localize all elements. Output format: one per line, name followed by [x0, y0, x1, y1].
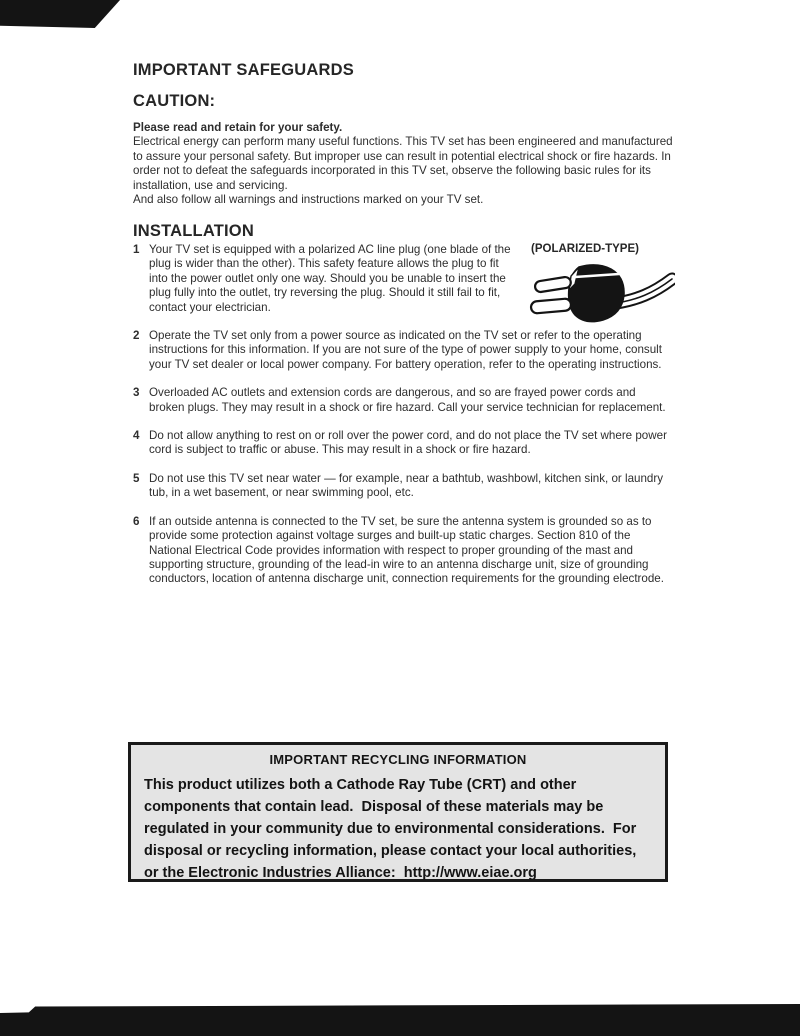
item-text: If an outside antenna is connected to the TV set, be sure the antenna system is grounded so as to provide some protection against voltage surges and built-up static charges. Section 810 of the National Electrical Code provides information with respect to proper grounding of the mast and supporting structure, grounding of the lead-in wire to an antenna discharge unit, size of grounding conductors, location of antenna discharge unit, connection requirements for the grounding electrode.: [149, 514, 664, 586]
item-text: Operate the TV set only from a power source as indicated on the TV set or refer to the operating instructions for this information. If you are not sure of the type of power supply to your home, consult your TV set dealer or local power company. For battery operation, refer to the operating instructions.: [149, 329, 662, 371]
item-text: Your TV set is equipped with a polarized AC line plug (one blade of the plug is wider than the other). This safety feature allows the plug to fit into the power outlet only one way. Should you be unable to insert the plug fully into the outlet, try reversing the plug. Should it still fail to fit, contact your electrician.: [149, 243, 511, 314]
scan-artifact-top-left: [0, 0, 120, 28]
item-text: Do not allow anything to rest on or roll over the power cord, and do not place the TV set where power cord is subject to traffic or abuse. This may result in a shock or fire hazard.: [149, 429, 667, 457]
recycling-info-box: [128, 742, 668, 882]
intro-text: Electrical energy can perform many useful functions. This TV set has been engineered and manufactured to assure your personal safety. But improper use can result in potential electrical shock or fire hazards. In order not to defeat the safeguards incorporated in this TV set, observe the following basic rules for its installation, use and servicing.: [133, 135, 673, 192]
item-number: 4: [133, 429, 140, 443]
item-text: Overloaded AC outlets and extension cords are dangerous, and so are frayed power cords and broken plugs. They may result in a shock or fire hazard. Call your service technician for replacement.: [149, 386, 666, 414]
installation-item-2: [133, 329, 673, 372]
installation-item-5: [133, 472, 673, 501]
installation-item-4: [133, 429, 673, 458]
item-number: 3: [133, 386, 140, 400]
item-number: 5: [133, 471, 140, 485]
item-number: 6: [133, 514, 140, 528]
scan-artifact-bottom-bar: [0, 1004, 800, 1036]
intro-paragraph: [133, 121, 673, 207]
page-title: IMPORTANT SAFEGUARDS: [133, 61, 354, 79]
intro-bold-line: Please read and retain for your safety.: [133, 121, 343, 134]
polarized-plug-illustration: [505, 262, 675, 332]
installation-item-6: [133, 515, 673, 587]
installation-item-3: [133, 386, 673, 415]
item-number: 1: [133, 243, 140, 256]
recycling-box-title: IMPORTANT RECYCLING INFORMATION: [269, 752, 527, 767]
installation-heading: INSTALLATION: [133, 222, 254, 240]
caution-heading: CAUTION:: [133, 92, 216, 110]
polarized-type-label: (POLARIZED-TYPE): [531, 243, 639, 255]
intro-text-2: And also follow all warnings and instructions marked on your TV set.: [133, 193, 484, 207]
recycling-box-body: This product utilizes both a Cathode Ray Tube (CRT) and other components that contain lead. Disposal of these materials may be regulated in your community due to environmental considerations. For disposal or recycling information, please contact your local authorities, or the Electronic Industries Alliance: http://www.eiae.org: [144, 777, 641, 881]
polarized-plug-icon: [505, 262, 675, 332]
item-number: 2: [133, 329, 140, 343]
item-text: Do not use this TV set near water — for example, near a bathtub, washbowl, kitchen sink, or laundry tub, in a wet basement, or near swimming pool, etc.: [149, 471, 664, 500]
